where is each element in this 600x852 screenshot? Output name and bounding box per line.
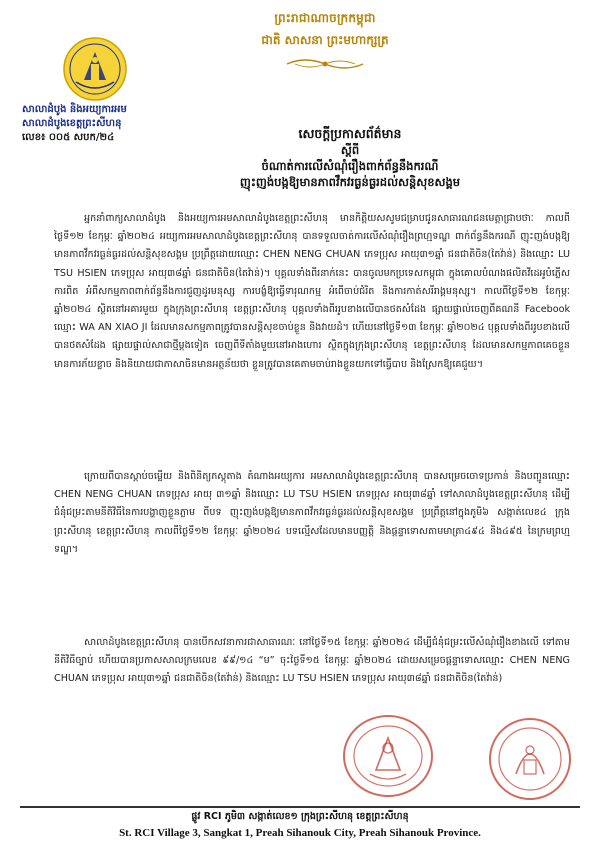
prosecutor-seal-stamp-icon <box>482 716 578 802</box>
title-line-1: សេចក្ដីប្រកាសព័ត៌មាន <box>298 126 402 141</box>
official-seal-stamp-icon <box>340 712 436 800</box>
footer-divider <box>20 806 580 808</box>
title-line-4: ញុះញង់បង្កឱ្យមានភាពវឹកវរធ្ងន់ធ្ងរដល់សន្តិសុខសង្គម <box>239 175 461 189</box>
reference-number: លេខ៖ ០០៥ សបក/២៤ <box>22 132 115 143</box>
national-motto: ជាតិ សាសនា ព្រះមហាក្សត្រ <box>261 33 389 47</box>
court-emblem-icon <box>62 36 128 102</box>
paragraph-1: អ្នកនាំពាក្យសាលាដំបូង និងអយ្យការអមសាលាដំបូងខេត្តព្រះសីហនុ មានកិត្តិយសសូមជម្រាបជូនសាធារណជនមេត្តាជ្រាបថាៈ កាលពីថ្ងៃទី១២ ខែកុម្ភៈ ឆ្នាំ២០២៤ អយ្យការអមសាលាដំបូងខេត្តព្រះសីហនុ បានទទួលចាត់ការលើសំណុំរឿងព្រហ្មទណ្ឌ ពាក់ព័ន្ធនឹងករណី ញុះញង់បង្កឱ្យមានភាពវឹកវរធ្ងន់ធ្ងរដល់សន្តិសុខសង្គម ប្រព្រឹត្តដោយឈ្មោះ CHEN NENG CHUAN ភេទប្រុស អាយុ៣១ឆ្នាំ ជនជាតិចិន(តៃវ៉ាន់) និងឈ្មោះ LU TSU HSIEN ភេទប្រុស អាយុ៣៨ឆ្នាំ ជនជាតិចិន(តៃវ៉ាន់)។ បុគ្គលទាំងពីរនាក់នេះ បានចូលមកប្រទេសកម្ពុជា ក្នុងគោលបំណងផលិតវីដេអូបំភ្លើសការពិត អំពីសកម្មភាពពាក់ព័ន្ធនឹងការជួញដូរមនុស្ស ការបង្ខំឱ្យធ្វើទារុណកម្ម អំពើចាប់ជំរិត និងការកាត់សរីរាង្គមនុស្ស។ កាលពីថ្ងៃទី១២ ខែកុម្ភៈ ឆ្នាំ២០២៤ ស្ថិតនៅអគារមួយ ក្នុងក្រុងព្រះសីហនុ ខេត្តព្រះសីហនុ បុគ្គលទាំងពីររូបខាងលើបានថតសំដែង ផ្សាយផ្ទាល់ចេញពីគណនី Facebook ឈ្មោះ WA AN XIAO JI ដែលមានសកម្មភាពត្រូវបានសន្តិសុខចាប់ខ្លួន និងវាយដំ។ ហើយនៅថ្ងៃទី១៣ ខែកុម្ភៈ ឆ្នាំ២០២៤ បុគ្គលទាំងពីររូបខាងលើបានថតសំដែង ផ្សាយផ្ទាល់សាជាថ្មីម្ដងទៀត ចេញពីទីតាំងមួយនៅអាងហោរ ស្ថិតក្នុងក្រុងព្រះសីហនុ ខេត្តព្រះសីហនុ ដែលមានសកម្មភាពគេចខ្លួន មានការភ័យខ្លាច និងនិយាយជាភាសាចិនមានអត្ថន័យថា ខ្លួនត្រូវបានគេតាមចាប់រាងខ្លួនយកទៅធ្វើបាប និងស្រែកឱ្យគេជួយ។ <box>54 213 570 370</box>
agency-line-1: សាលាដំបូង និងអយ្យការអម <box>22 104 127 115</box>
paragraph-2: ក្រោយពីបានស្ដាប់ចម្លើយ និងពិនិត្យភស្តុតាង តំណាងអយ្យការ អមសាលាដំបូងខេត្តព្រះសីហនុ បានសម្រេចចោទប្រកាន់ និងបញ្ជូនឈ្មោះ CHEN NENG CHUAN ភេទប្រុស អាយុ ៣១ឆ្នាំ និងឈ្មោះ LU TSU HSIEN ភេទប្រុស អាយុ៣៨ឆ្នាំ ទៅសាលាដំបូងខេត្តព្រះសីហនុ ដើម្បីជំនុំជម្រះតាមនីតិវិធីនៃការបង្ហាញខ្លួនភ្លាម ពីបទ ញុះញង់បង្កឱ្យមានភាពវឹកវរធ្ងន់ធ្ងរដល់សន្តិសុខសង្គម ប្រព្រឹត្តនៅក្នុងភូមិ៦ សង្កាត់លេខ៤ ក្រុងព្រះសីហនុ ខេត្តព្រះសីហនុ កាលពីថ្ងៃទី១២ ខែកុម្ភៈ ឆ្នាំ២០២៤ បទល្មើសដែលមានបញ្ញត្តិ និងផ្ដន្ទាទោសតាមមាត្រា៤៩៤ និង៤៩៥ នៃក្រមព្រហ្មទណ្ឌ។ <box>54 471 570 555</box>
paragraph-3: សាលាដំបូងខេត្តព្រះសីហនុ បានបើកសវនាការជាសាធារណៈ នៅថ្ងៃទី១៥ ខែកុម្ភៈ ឆ្នាំ២០២៤ ដើម្បីជំនុំជម្រះលើសំណុំរឿងខាងលើ ទៅតាមនីតិវិធីច្បាប់ ហើយបានប្រកាសសាលក្រមលេខ ៩៩/១៤ “ម” ចុះថ្ងៃទី១៥ ខែកុម្ភៈ ឆ្នាំ២០២៤ ដោយសម្រេចផ្ដន្ទាទោសឈ្មោះ CHEN NENG CHUAN ភេទប្រុស អាយុ៣១ឆ្នាំ ជនជាតិចិន(តៃវ៉ាន់) និងឈ្មោះ LU TSU HSIEN ភេទប្រុស អាយុ៣៨ឆ្នាំ ជនជាតិចិន(តៃវ៉ាន់) <box>54 637 570 685</box>
decorative-flourish-icon <box>285 56 365 72</box>
agency-line-2: សាលាដំបូងខេត្តព្រះសីហនុ <box>22 118 122 129</box>
title-line-3: ចំណាត់ការលើសំណុំរឿងពាក់ព័ន្ធនឹងករណី <box>261 159 439 173</box>
title-line-2: ស្ដីពី <box>340 143 360 157</box>
kingdom-heading: ព្រះរាជាណាចក្រកម្ពុជា <box>274 11 376 25</box>
document-title <box>150 126 550 190</box>
footer-address-english: St. RCI Village 3, Sangkat 1, Preah Sihanouk City, Preah Sihanouk Province. <box>119 827 481 839</box>
footer-address-khmer: ផ្លូវ RCI ភូមិ៣ សង្កាត់លេខ១ ក្រុងព្រះសីហនុ ខេត្តព្រះសីហនុ <box>191 811 409 822</box>
